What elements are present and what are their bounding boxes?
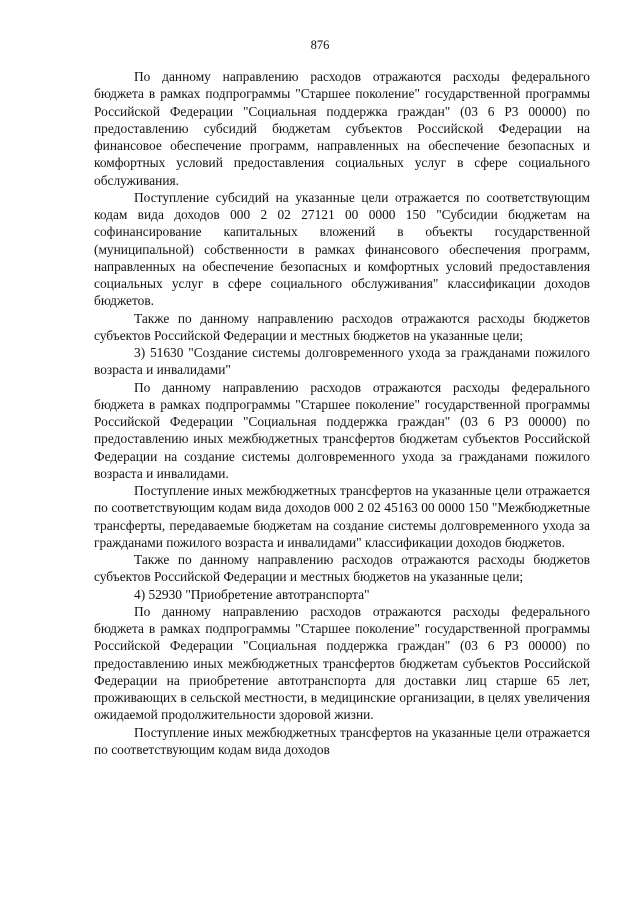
- paragraph-subsidy-expenses: По данному направлению расходов отражаются расходы федерального бюджета в рамках подпрограммы "Старшее поколение" государственной программы Российской Федерации "Социальная поддержка граждан" (03 6 P3 00000) по предоставлению субсидий бюджетам субъектов Российской Федерации на финансовое обеспечение программ, направленных на обеспечение безопасных и комфортных условий предоставления социальных услуг в сфере социального обслуживания.: [94, 69, 590, 188]
- item-heading-51630: 3) 51630 "Создание системы долговременного ухода за гражданами пожилого возраста и инвалидами": [94, 345, 590, 378]
- paragraph-vehicle-expenses: По данному направлению расходов отражаются расходы федерального бюджета в рамках подпрограммы "Старшее поколение" государственной программы Российской Федерации "Социальная поддержка граждан" (03 6 P3 00000) по предоставлению иных межбюджетных трансфертов бюджетам субъектов Российской Федерации на приобретение автотранспорта для доставки лиц старше 65 лет, проживающих в сельской местности, в медицинские организации, в целях увеличения ожидаемой продолжительности здоровой жизни.: [94, 603, 590, 723]
- paragraph-regional-budgets-note-2: Также по данному направлению расходов отражаются расходы бюджетов субъектов Российской Федерации и местных бюджетов на указанные цели;: [94, 552, 590, 585]
- paragraph-vehicle-income-codes: Поступление иных межбюджетных трансфертов на указанные цели отражается по соответствующим кодам вида доходов: [94, 724, 590, 757]
- paragraph-ltc-income-codes: Поступление иных межбюджетных трансфертов на указанные цели отражается по соответствующим кодам вида доходов 000 2 02 45163 00 0000 150 "Межбюджетные трансферты, передаваемые бюджетам на создание системы долговременного ухода за гражданами пожилого возраста и инвалидами" классификации доходов бюджетов.: [94, 483, 590, 550]
- paragraph-regional-budgets-note: Также по данному направлению расходов отражаются расходы бюджетов субъектов Российской Федерации и местных бюджетов на указанные цели;: [94, 310, 590, 343]
- item-heading-52930: 4) 52930 "Приобретение автотранспорта": [134, 586, 370, 602]
- page-number: 876: [310, 38, 330, 52]
- paragraph-subsidy-income-codes: Поступление субсидий на указанные цели отражается по соответствующим кодам вида доходов 000 2 02 27121 00 0000 150 "Субсидии бюджетам на софинансирование капитальных вложений в объекты государственной (муниципальной) собственности в рамках финансового обеспечения программ, направленных на обеспечение безопасных и комфортных условий предоставления социальных услуг в сфере социального обслуживания" классификации доходов бюджетов.: [94, 189, 590, 309]
- paragraph-ltc-expenses: По данному направлению расходов отражаются расходы федерального бюджета в рамках подпрограммы "Старшее поколение" государственной программы Российской Федерации "Социальная поддержка граждан" (03 6 P3 00000) по предоставлению иных межбюджетных трансфертов бюджетам субъектов Российской Федерации на создание системы долговременного ухода за гражданами пожилого возраста и инвалидами.: [94, 379, 590, 481]
- document-body: [94, 68, 590, 758]
